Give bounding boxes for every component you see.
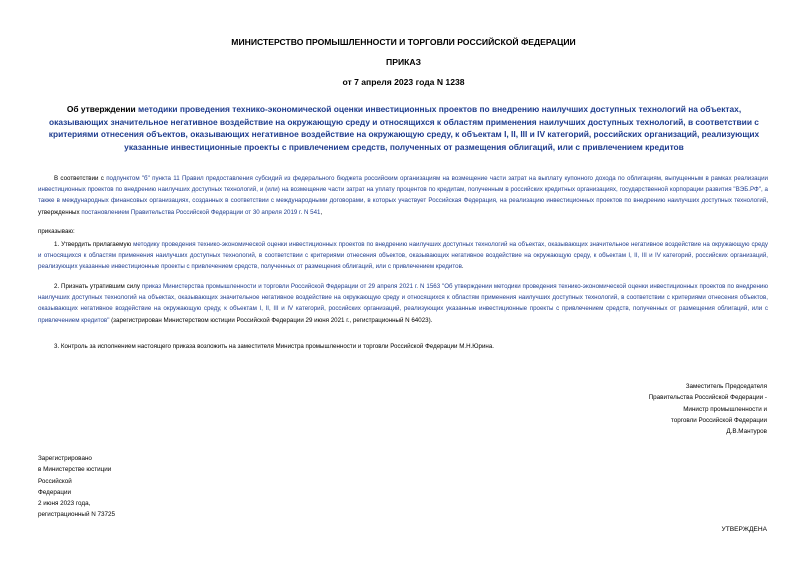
item-1-paragraph — [38, 239, 768, 273]
item-1-text-2: . — [461, 263, 464, 271]
preamble-text-3: , — [320, 208, 323, 216]
registration-number: регистрационный N 73725 — [38, 511, 116, 519]
date-number-heading: от 7 апреля 2023 года N 1238 — [342, 77, 465, 87]
repealed-order-link[interactable]: приказ Министерства промышленности и торговли Российской Федерации от 29 апреля 2021 г. N 1563 "Об утверждении методики проведения технико-экономической оценки инвестиционных проектов по внедрению наилучших доступных технологий на объектах, оказывающих значительное негативное воздействие на окружающую среду и относящихся к областям применения наилучших доступных технологий, в соответствии с критериями отнесения объектов, оказывающих негативное воздействие на окружающую среду, к объектам I, II, III и IV категорий, российских организаций, реализующих указанные инвестиционные проекты с привлечением средств, полученных от размещения облигаций, или с привлечением кредитов" — [38, 283, 768, 324]
registration-line-1: Зарегистрировано — [38, 455, 92, 462]
government-decree-link[interactable]: постановлением Правительства Российской Федерации от 30 апреля 2019 г. N 541 — [81, 208, 321, 216]
preamble-paragraph — [38, 173, 768, 218]
registration-block — [38, 453, 198, 521]
registration-line-3: Российской — [38, 477, 72, 485]
item-2-text-2: (зарегистрирован Министерством юстиции Российской Федерации 29 июня 2021 г., регистрационный N 64023). — [109, 316, 433, 324]
methodology-link[interactable]: методику проведения технико-экономической оценки инвестиционных проектов по внедрению наилучших доступных технологий на объектах, оказывающих значительное негативное воздействие на окружающую среду и относящихся к областям применения наилучших доступных технологий, в соответствии с критериями отнесения объектов, оказывающих негативное воздействие на окружающую среду, к объектам I, II, III и IV категорий, российских организаций, реализующих указанные инвестиционные проекты с привлечением средств, полученных от размещения облигаций, или с привлечением кредитов — [38, 241, 768, 271]
signature-line-3: Министр промышленности и — [683, 405, 767, 413]
approved-stamp: УТВЕРЖДЕНА — [721, 526, 767, 533]
rules-subparagraph-link[interactable]: подпунктом "б" пункта 11 Правил предоставления субсидий из федерального бюджета российским организациям на возмещение части затрат на выплату купонного дохода по облигациям, выпущенным в рамках реализации инвестиционных проектов по внедрению наилучших доступных технологий, и (или) на возмещение части затрат на уплату процентов по кредитам, полученным в российских кредитных организациях, государственной корпорации развития "ВЭБ.РФ", а также в международных финансовых организациях, созданных в соответствии с международными договорами, в которых участвует Российская Федерация, на реализацию инвестиционных проектов по внедрению наилучших доступных технологий — [38, 175, 768, 205]
item-1-text-1: 1. Утвердить прилагаемую — [54, 241, 134, 248]
signature-line-4: торговли Российской Федерации — [670, 416, 767, 424]
title-methodology-link[interactable]: методики проведения технико-экономической оценки инвестиционных проектов по внедрению наилучших доступных технологий на объектах, оказывающих значительное негативное воздействие на окружающую среду и относящихся к областям применения наилучших доступных технологий, в соответствии с критериями отнесения объектов, оказывающих негативное воздействие на окружающую среду, к объектам I, II, III и IV категорий, российских организаций, реализующих указанные инвестиционные проекты с привлечением средств, полученных от размещения облигаций, или с привлечением кредитов — [48, 104, 760, 152]
title-prefix: Об утверждении — [66, 104, 139, 114]
registration-date: 2 июня 2023 года, — [38, 500, 91, 508]
item-3-paragraph: 3. Контроль за исполнением настоящего приказа возложить на заместителя Министра промышленности и торговли Российской Федерации М.Н.Юрина. — [54, 343, 494, 350]
preamble-text-1: В соответствии с — [54, 175, 107, 182]
signature-name: Д.В.Мантуров — [726, 428, 767, 436]
order-word: приказываю: — [38, 228, 75, 235]
doc-type-heading: ПРИКАЗ — [386, 57, 421, 67]
registration-line-2: в Министерстве юстиции — [38, 466, 112, 474]
document-title — [44, 103, 764, 153]
signature-block — [567, 381, 767, 437]
item-2-paragraph — [38, 281, 768, 326]
registration-line-4: Федерации — [38, 488, 71, 496]
signature-line-2: Правительства Российской Федерации - — [648, 394, 767, 402]
preamble-text-2: , утвержденных — [38, 197, 768, 216]
signature-line-1: Заместитель Председателя — [685, 383, 767, 390]
item-2-text-1: 2. Признать утратившим силу — [54, 283, 142, 290]
ministry-heading: МИНИСТЕРСТВО ПРОМЫШЛЕННОСТИ И ТОРГОВЛИ РОССИЙСКОЙ ФЕДЕРАЦИИ — [231, 37, 576, 47]
